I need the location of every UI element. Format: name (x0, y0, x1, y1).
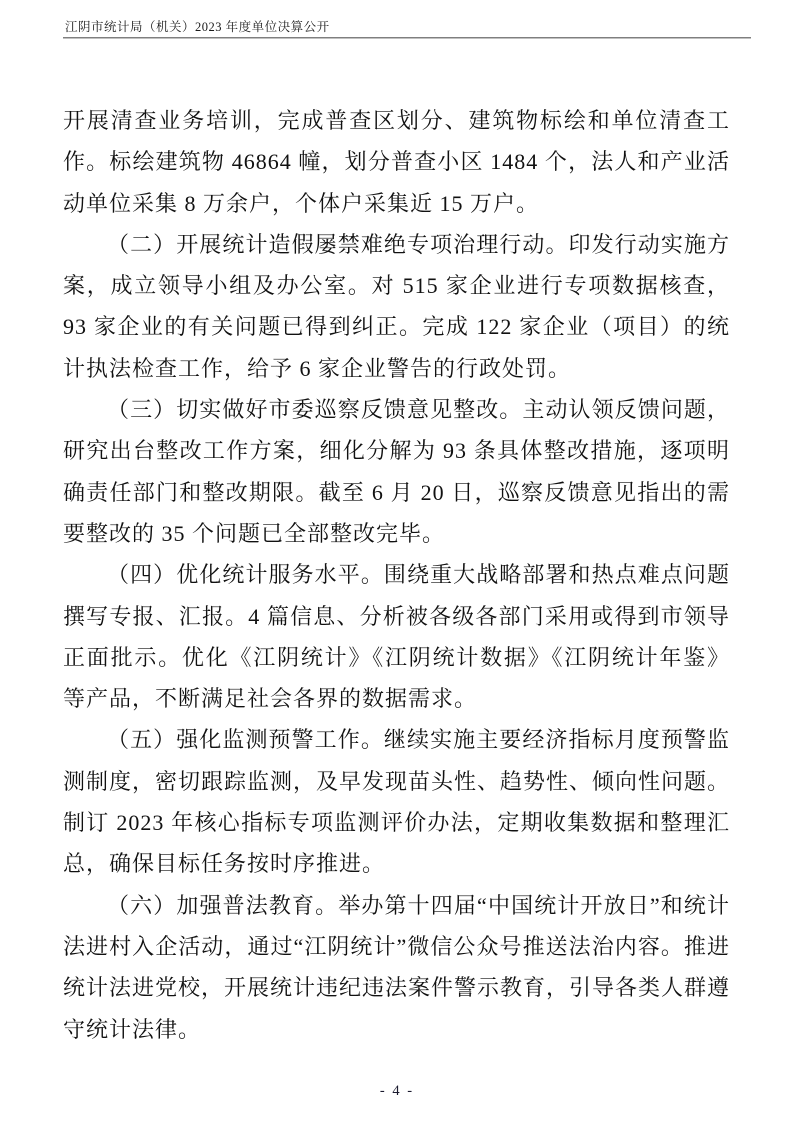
document-body (63, 100, 730, 1050)
paragraph-section-5: （五）强化监测预警工作。继续实施主要经济指标月度预警监测制度，密切跟踪监测，及早发现苗头性、趋势性、倾向性问题。制订 2023 年核心指标专项监测评价办法，定期收集数据和整理汇总，确保目标任务按时序推进。 (63, 727, 731, 877)
header-title: 江阴市统计局（机关）2023 年度单位决算公开 (65, 20, 330, 34)
paragraph-continuation: 开展清查业务培训，完成普查区划分、建筑物标绘和单位清查工作。标绘建筑物 46864 幢，划分普查小区 1484 个，法人和产业活动单位采集 8 万余户，个体户采集近 15 万户。 (63, 108, 730, 216)
page-number: - 4 - (379, 1083, 415, 1099)
paragraph-section-2: （二）开展统计造假屡禁难绝专项治理行动。印发行动实施方案，成立领导小组及办公室。对 515 家企业进行专项数据核查，93 家企业的有关问题已得到纠正。完成 122 家企业（项目）的统计执法检查工作，给予 6 家企业警告的行政处罚。 (63, 231, 730, 381)
paragraph-section-3: （三）切实做好市委巡察反馈意见整改。主动认领反馈问题，研究出台整改工作方案，细化分解为 93 条具体整改措施，逐项明确责任部门和整改期限。截至 6 月 20 日，巡察反馈意见指出的需要整改的 35 个问题已全部整改完毕。 (63, 397, 730, 546)
header-rule (63, 37, 751, 39)
paragraph-section-4: （四）优化统计服务水平。围绕重大战略部署和热点难点问题撰写专报、汇报。4 篇信息、分析被各级各部门采用或得到市领导正面批示。优化《江阴统计》《江阴统计数据》《江阴统计年鉴》等产品，不断满足社会各界的数据需求。 (63, 562, 730, 712)
page-footer (0, 1082, 794, 1100)
paragraph-section-6: （六）加强普法教育。举办第十四届“中国统计开放日”和统计法进村入企活动，通过“江阴统计”微信公众号推送法治内容。推进统计法进党校，开展统计违纪违法案件警示教育，引导各类人群遵守统计法律。 (63, 892, 731, 1042)
